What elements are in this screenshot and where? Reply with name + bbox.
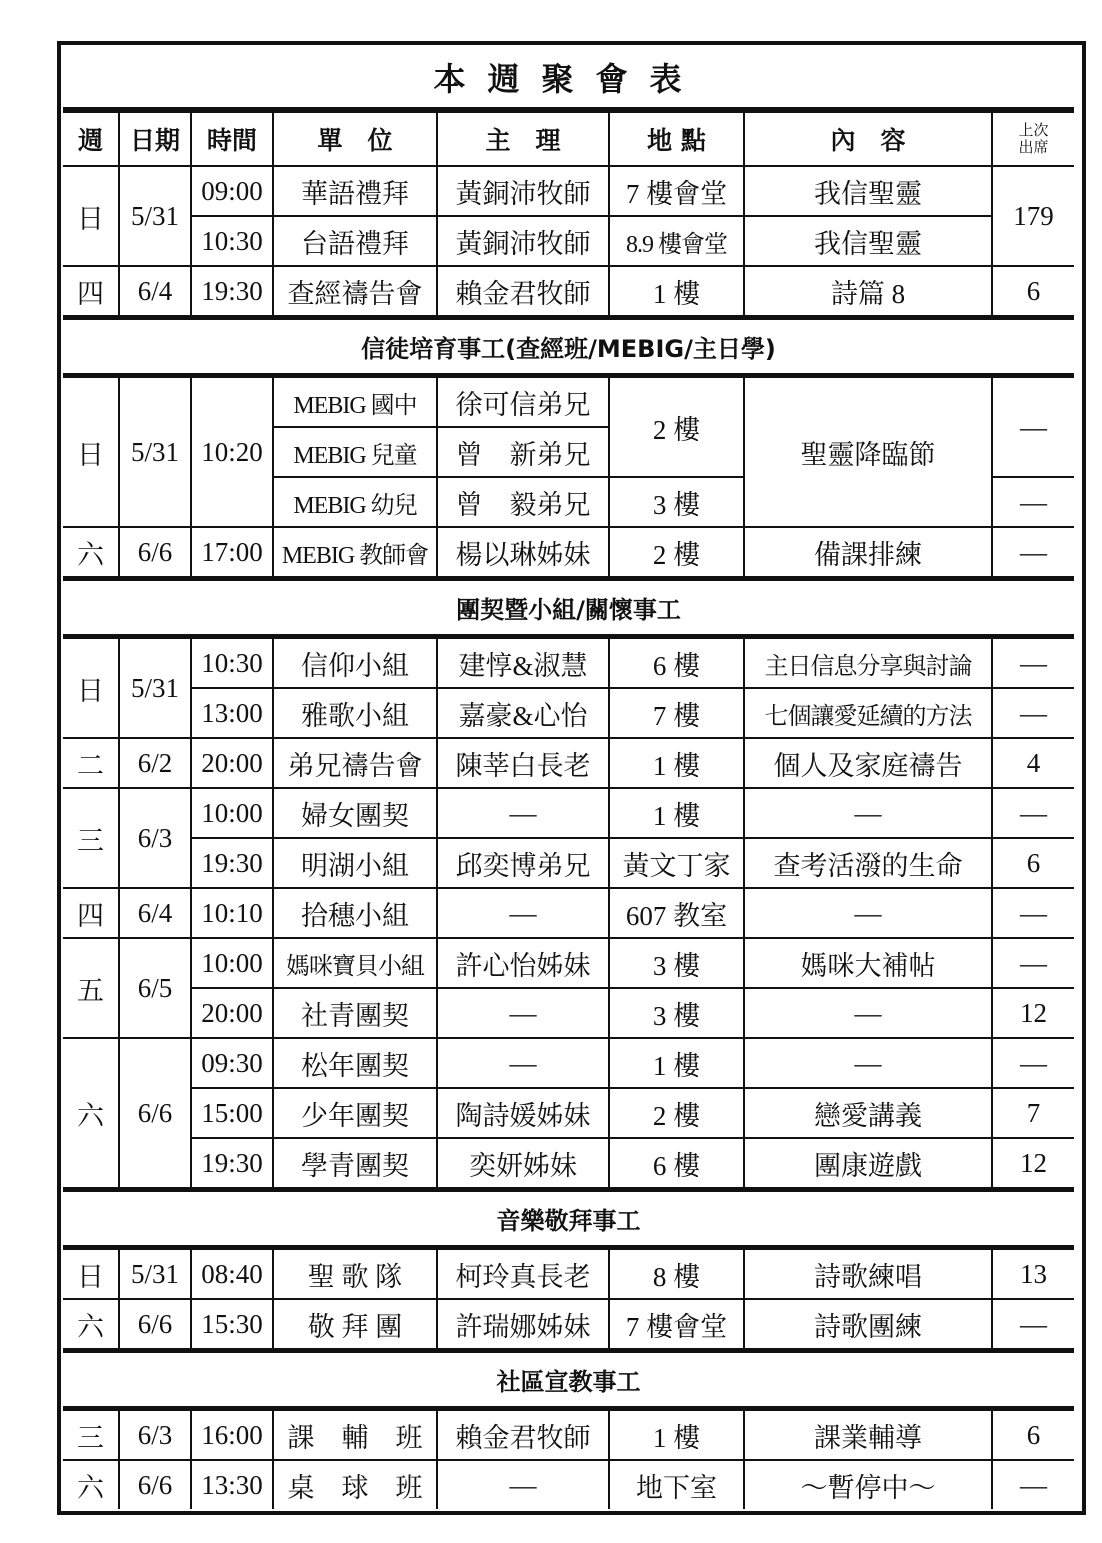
table-row (63, 938, 1074, 988)
table-cell: 6/4 (119, 266, 191, 318)
table-cell: 松年團契 (273, 1038, 437, 1088)
table-cell: 6/6 (119, 1299, 191, 1351)
table-cell: 學青團契 (273, 1138, 437, 1190)
table-cell: 建惇&淑慧 (437, 637, 609, 689)
table-cell: 個人及家庭禱告 (744, 738, 992, 788)
table-cell: ～暫停中～ (744, 1460, 992, 1509)
table-cell: 媽咪寶貝小組 (273, 938, 437, 988)
table-cell: 婦女團契 (273, 788, 437, 838)
table-cell: 08:40 (191, 1248, 273, 1300)
table-cell: — (437, 888, 609, 938)
table-cell: 6 (992, 1409, 1074, 1461)
table-cell: 媽咪大補帖 (744, 938, 992, 988)
table-cell: 5/31 (119, 1248, 191, 1300)
table-cell: 6 樓 (609, 1138, 744, 1190)
table-row (63, 1248, 1074, 1300)
table-cell: 六 (63, 1038, 119, 1190)
table-cell: 19:30 (191, 1138, 273, 1190)
header-unit: 單 位 (273, 110, 437, 166)
table-cell: 少年團契 (273, 1088, 437, 1138)
table-cell: 8.9 樓會堂 (609, 216, 744, 266)
table-cell: 2 樓 (609, 376, 744, 478)
table-cell: 拾穗小組 (273, 888, 437, 938)
table-cell: 敬 拜 團 (273, 1299, 437, 1351)
table-cell: — (437, 988, 609, 1038)
table-cell: 四 (63, 266, 119, 318)
table-cell: — (992, 637, 1074, 689)
table-cell: 三 (63, 1409, 119, 1461)
table-cell: 四 (63, 888, 119, 938)
table-cell: 19:30 (191, 266, 273, 318)
table-cell: 1 樓 (609, 266, 744, 318)
table-cell: 7 (992, 1088, 1074, 1138)
table-cell: 五 (63, 938, 119, 1038)
table-cell: — (992, 1299, 1074, 1351)
table-cell: 我信聖靈 (744, 216, 992, 266)
table-cell: 曾 毅弟兄 (437, 477, 609, 527)
table-row (63, 376, 1074, 428)
table-row (63, 838, 1074, 888)
table-row (63, 1409, 1074, 1461)
table-row (63, 888, 1074, 938)
table-cell: 6/4 (119, 888, 191, 938)
table-cell: 1 樓 (609, 788, 744, 838)
table-cell: 20:00 (191, 738, 273, 788)
table-cell: 16:00 (191, 1409, 273, 1461)
table-cell: MEBIG 教師會 (273, 527, 437, 579)
table-row (63, 637, 1074, 689)
table-row (63, 988, 1074, 1038)
table-cell: 明湖小組 (273, 838, 437, 888)
table-cell: 華語禮拜 (273, 166, 437, 216)
table-row (63, 738, 1074, 788)
table-cell: 六 (63, 1299, 119, 1351)
table-cell: 詩歌團練 (744, 1299, 992, 1351)
section-row (63, 1190, 1074, 1248)
table-cell: 3 樓 (609, 988, 744, 1038)
table-cell: 日 (63, 376, 119, 528)
table-row (63, 266, 1074, 318)
table-cell: 黃文丁家 (609, 838, 744, 888)
table-cell: 我信聖靈 (744, 166, 992, 216)
table-cell: 13 (992, 1248, 1074, 1300)
table-row (63, 788, 1074, 838)
table-cell: — (437, 1038, 609, 1088)
table-row (63, 1299, 1074, 1351)
table-cell: 雅歌小組 (273, 688, 437, 738)
table-cell: 6/3 (119, 1409, 191, 1461)
table-cell: 賴金君牧師 (437, 266, 609, 318)
table-cell: 8 樓 (609, 1248, 744, 1300)
table-cell: — (992, 527, 1074, 579)
table-cell: 10:20 (191, 376, 273, 528)
header-content: 內 容 (744, 110, 992, 166)
weekly-meeting-table (63, 47, 1074, 1509)
section-title: 團契暨小組/關懷事工 (63, 579, 1074, 637)
table-cell: 19:30 (191, 838, 273, 888)
table-cell: 邱奕博弟兄 (437, 838, 609, 888)
section-row (63, 318, 1074, 376)
table-cell: 6/3 (119, 788, 191, 888)
table-cell: — (437, 1460, 609, 1509)
table-cell: 七個讓愛延續的方法 (744, 688, 992, 738)
table-cell: 許心怡姊妹 (437, 938, 609, 988)
table-cell: 地下室 (609, 1460, 744, 1509)
table-row (63, 1138, 1074, 1190)
table-cell: 6/6 (119, 1460, 191, 1509)
table-cell: 日 (63, 166, 119, 266)
table-cell: 15:30 (191, 1299, 273, 1351)
table-cell: — (992, 376, 1074, 478)
table-cell: 5/31 (119, 376, 191, 528)
table-cell: 10:00 (191, 938, 273, 988)
table-cell: 5/31 (119, 637, 191, 739)
header-row (63, 110, 1074, 166)
table-cell: 5/31 (119, 166, 191, 266)
section-title: 信徒培育事工(查經班/MEBIG/主日學) (63, 318, 1074, 376)
header-date: 日期 (119, 110, 191, 166)
header-last-attendance: 上次 出席 (992, 110, 1074, 166)
header-week: 週 (63, 110, 119, 166)
table-cell: 六 (63, 527, 119, 579)
table-cell: MEBIG 幼兒 (273, 477, 437, 527)
table-cell: 09:30 (191, 1038, 273, 1088)
table-cell: 12 (992, 1138, 1074, 1190)
table-cell: — (992, 1038, 1074, 1088)
table-row (63, 1088, 1074, 1138)
table-cell: 10:30 (191, 637, 273, 689)
table-cell: 社青團契 (273, 988, 437, 1038)
table-row (63, 1038, 1074, 1088)
table-cell: 課業輔導 (744, 1409, 992, 1461)
table-cell: 奕妍姊妹 (437, 1138, 609, 1190)
table-cell: — (992, 688, 1074, 738)
table-cell: 台語禮拜 (273, 216, 437, 266)
table-cell: 7 樓會堂 (609, 1299, 744, 1351)
table-cell: 查考活潑的生命 (744, 838, 992, 888)
table-cell: — (744, 788, 992, 838)
table-cell: 3 樓 (609, 477, 744, 527)
table-cell: 179 (992, 166, 1074, 266)
table-cell: 曾 新弟兄 (437, 427, 609, 477)
table-cell: 1 樓 (609, 738, 744, 788)
table-cell: 賴金君牧師 (437, 1409, 609, 1461)
table-cell: 聖 歌 隊 (273, 1248, 437, 1300)
table-cell: 三 (63, 788, 119, 888)
table-cell: 陶詩媛姊妹 (437, 1088, 609, 1138)
table-cell: 六 (63, 1460, 119, 1509)
table-cell: 7 樓會堂 (609, 166, 744, 216)
table-cell: 聖靈降臨節 (744, 376, 992, 528)
section-row (63, 579, 1074, 637)
table-cell: 許瑞娜姊妹 (437, 1299, 609, 1351)
table-cell: 詩歌練唱 (744, 1248, 992, 1300)
table-cell: 4 (992, 738, 1074, 788)
table-cell: 徐可信弟兄 (437, 376, 609, 428)
table-title: 本週聚會表 (63, 47, 1074, 110)
table-cell: 團康遊戲 (744, 1138, 992, 1190)
table-cell: 20:00 (191, 988, 273, 1038)
table-cell: 二 (63, 738, 119, 788)
table-cell: — (744, 1038, 992, 1088)
table-cell: — (744, 988, 992, 1038)
title-row (63, 47, 1074, 110)
table-cell: 備課排練 (744, 527, 992, 579)
header-time: 時間 (191, 110, 273, 166)
table-cell: 10:00 (191, 788, 273, 838)
table-cell: 12 (992, 988, 1074, 1038)
table-cell: — (437, 788, 609, 838)
table-cell: 課 輔 班 (273, 1409, 437, 1461)
table-cell: 6 樓 (609, 637, 744, 689)
table-cell: — (992, 477, 1074, 527)
table-cell: 信仰小組 (273, 637, 437, 689)
table-cell: 6/6 (119, 1038, 191, 1190)
table-cell: 陳莘白長老 (437, 738, 609, 788)
table-cell: 15:00 (191, 1088, 273, 1138)
table-cell: 1 樓 (609, 1409, 744, 1461)
table-cell: 6/5 (119, 938, 191, 1038)
section-title: 音樂敬拜事工 (63, 1190, 1074, 1248)
table-cell: — (992, 938, 1074, 988)
section-row (63, 1351, 1074, 1409)
table-cell: 13:00 (191, 688, 273, 738)
table-row (63, 527, 1074, 579)
table-cell: 6/2 (119, 738, 191, 788)
table-cell: — (744, 888, 992, 938)
table-cell: 楊以琳姊妹 (437, 527, 609, 579)
table-cell: 1 樓 (609, 1038, 744, 1088)
table-cell: 13:30 (191, 1460, 273, 1509)
table-cell: 6/6 (119, 527, 191, 579)
table-cell: 2 樓 (609, 1088, 744, 1138)
section-title: 社區宣教事工 (63, 1351, 1074, 1409)
table-cell: 日 (63, 1248, 119, 1300)
table-cell: 弟兄禱告會 (273, 738, 437, 788)
table-cell: 桌 球 班 (273, 1460, 437, 1509)
table-cell: 6 (992, 266, 1074, 318)
table-cell: 嘉豪&心怡 (437, 688, 609, 738)
header-location: 地 點 (609, 110, 744, 166)
table-cell: — (992, 888, 1074, 938)
table-cell: 09:00 (191, 166, 273, 216)
table-cell: 17:00 (191, 527, 273, 579)
schedule-frame (57, 41, 1086, 1515)
table-cell: 7 樓 (609, 688, 744, 738)
table-cell: MEBIG 國中 (273, 376, 437, 428)
table-cell: 3 樓 (609, 938, 744, 988)
table-cell: 日 (63, 637, 119, 739)
table-cell: 柯玲真長老 (437, 1248, 609, 1300)
table-row (63, 1460, 1074, 1509)
table-cell: 黃銅沛牧師 (437, 166, 609, 216)
table-cell: 607 教室 (609, 888, 744, 938)
table-cell: 戀愛講義 (744, 1088, 992, 1138)
table-cell: 2 樓 (609, 527, 744, 579)
table-cell: MEBIG 兒童 (273, 427, 437, 477)
table-cell: 主日信息分享與討論 (744, 637, 992, 689)
table-row (63, 688, 1074, 738)
table-cell: 黃銅沛牧師 (437, 216, 609, 266)
table-row (63, 216, 1074, 266)
table-row (63, 166, 1074, 216)
table-cell: 詩篇 8 (744, 266, 992, 318)
table-cell: — (992, 788, 1074, 838)
table-cell: 10:10 (191, 888, 273, 938)
table-cell: 10:30 (191, 216, 273, 266)
table-cell: — (992, 1460, 1074, 1509)
table-cell: 查經禱告會 (273, 266, 437, 318)
header-leader: 主 理 (437, 110, 609, 166)
table-cell: 6 (992, 838, 1074, 888)
